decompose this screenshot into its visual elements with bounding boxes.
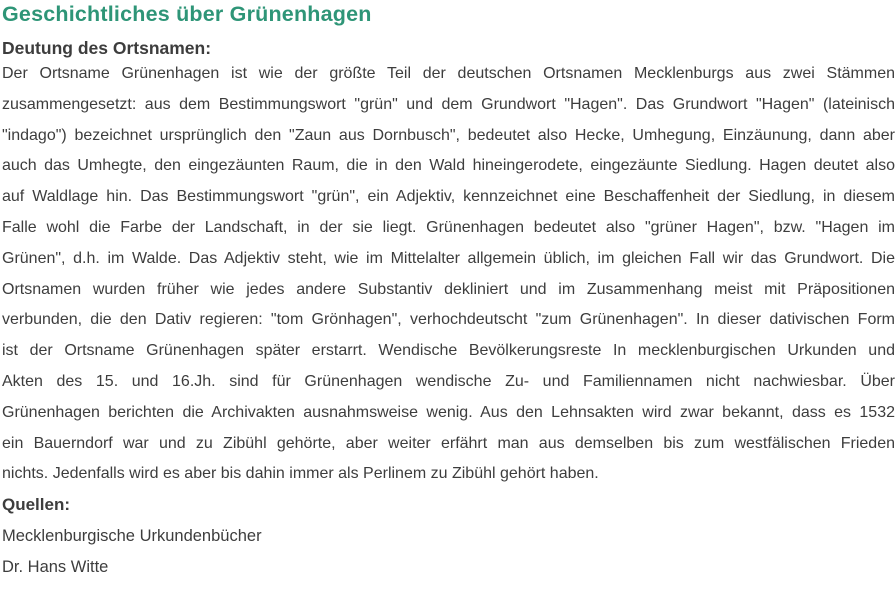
source-line: Dr. Hans Witte: [2, 557, 109, 576]
paragraph-line: Grünenhagen berichten die Archivakten ausnahmsweise wenig. Aus den Lehnsakten wird zwar bekannt, dass es 1532: [2, 403, 895, 421]
paragraph-line: zusammengesetzt: aus dem Bestimmungswort "grün" und dem Grundwort "Hagen". Das Grundwort "Hagen" (lateinisch: [2, 95, 895, 113]
sources-list: [2, 521, 896, 583]
paragraph-line: auch das Umhegte, den eingezäunten Raum, die in den Wald hineingerodete, eingezäunte Siedlung. Hagen deutet also: [2, 157, 895, 175]
paragraph-line: Ortsnamen wurden früher wie jedes andere Substantiv dekliniert und im Zusammenhang meist mit Präpositionen: [2, 280, 895, 298]
paragraph-line: Der Ortsname Grünenhagen ist wie der größte Teil der deutschen Ortsnamen Mecklenburgs aus zwei Stämmen: [2, 65, 895, 82]
paragraph-line: ist der Ortsname Grünenhagen später erstarrt. Wendische Bevölkerungsreste In mecklenburgischen Urkunden und: [2, 342, 895, 360]
paragraph-line: "indago") bezeichnet ursprünglich den "Zaun aus Dornbusch", bedeutet also Hecke, Umhegung, Einzäunung, dann aber: [2, 126, 895, 144]
source-line: Mecklenburgische Urkundenbücher: [2, 526, 262, 545]
section-heading-deutung: Deutung des Ortsnamen:: [2, 38, 212, 58]
paragraph-line: verbunden, die den Dativ regieren: "tom Grönhagen", verhochdeutscht "zum Grünenhagen". In dieser dativischen Form: [2, 311, 895, 329]
page-title: Geschichtliches über Grünenhagen: [2, 2, 372, 26]
ortsname-paragraph: [2, 59, 895, 490]
section-heading-quellen: Quellen:: [2, 495, 71, 515]
paragraph-line: nichts. Jedenfalls wird es aber bis dahin immer als Perlinem zu Zibühl gehört haben.: [2, 465, 599, 483]
paragraph-line: Akten des 15. und 16.Jh. sind für Grünenhagen wendische Zu- und Familiennamen nicht nachwiesbar. Über: [2, 372, 895, 390]
paragraph-line: Falle wohl die Farbe der Landschaft, in der sie liegt. Grünenhagen bedeutet also "grüner Hagen", bzw. "Hagen im: [2, 218, 895, 236]
paragraph-line: Grünen", d.h. im Walde. Das Adjektiv steht, wie im Mittelalter allgemein üblich, im gleichen Fall wir das Grundwort. Die: [2, 249, 895, 267]
paragraph-line: ein Bauerndorf war und zu Zibühl gehörte, aber weiter erfährt man aus demselben bis zum westfälischen Frieden: [2, 434, 895, 452]
paragraph-line: auf Waldlage hin. Das Bestimmungswort "grün", ein Adjektiv, kennzeichnet eine Beschaffenheit der Siedlung, in diesem: [2, 188, 895, 206]
